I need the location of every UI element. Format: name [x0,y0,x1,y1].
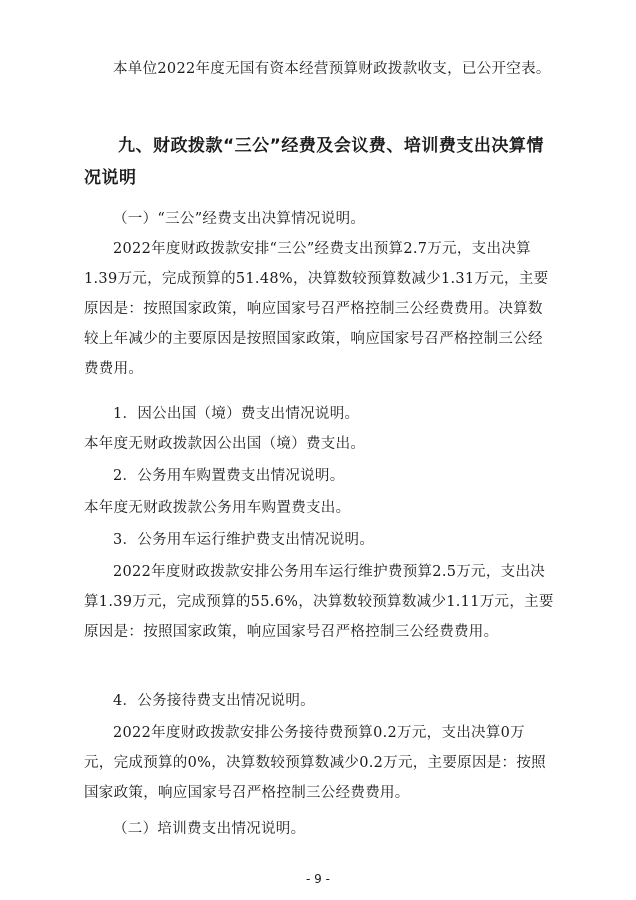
sangong-paragraph: 2022年度财政拨款安排“三公”经费支出预算2.7万元，支出决算1.39万元，完成预算的51.48%，决算数较预算数减少1.31万元，主要原因是：按照国家政策，响应国家号召严格控制三公经费费用。决算数较上年减少的主要原因是按照国家政策，响应国家号召严格控制三公经费费用。 [84,241,549,377]
intro-paragraph: 本单位2022年度无国有资本经营预算财政拨款收支，已公开空表。 [113,61,551,77]
section-heading: 九、财政拨款“三公”经费及会议费、培训费支出决算情况说明 [84,136,544,188]
item-text-overseas: 本年度无财政拨款因公出国（境）费支出。 [84,436,366,452]
item-text-reception: 2022年度财政拨款安排公务接待费预算0.2万元，支出决算0万元，完成预算的0%，决算数较预算数减少0.2万元，主要原因是：按照国家政策，响应国家号召严格控制三公经费费用。 [84,725,546,801]
item-heading-overseas: 1．因公出国（境）费支出情况说明。 [113,406,360,422]
item-heading-vehicle-operation: 3．公务用车运行维护费支出情况说明。 [113,532,375,548]
item-text-vehicle-purchase: 本年度无财政拨款公务用车购置费支出。 [84,500,351,516]
item-heading-reception: 4．公务接待费支出情况说明。 [113,693,315,709]
item-heading-vehicle-purchase: 2．公务用车购置费支出情况说明。 [113,468,345,484]
subsection-heading-sangong: （一）“三公”经费支出决算情况说明。 [113,211,366,227]
subsection-heading-training: （二）培训费支出情况说明。 [113,821,306,837]
page-number: - 9 - [306,872,330,886]
item-text-vehicle-operation: 2022年度财政拨款安排公务用车运行维护费预算2.5万元，支出决算1.39万元，完成预算的55.6%，决算数较预算数减少1.11万元，主要原因是：按照国家政策，响应国家号召严格控制三公经费费用。 [84,564,554,640]
